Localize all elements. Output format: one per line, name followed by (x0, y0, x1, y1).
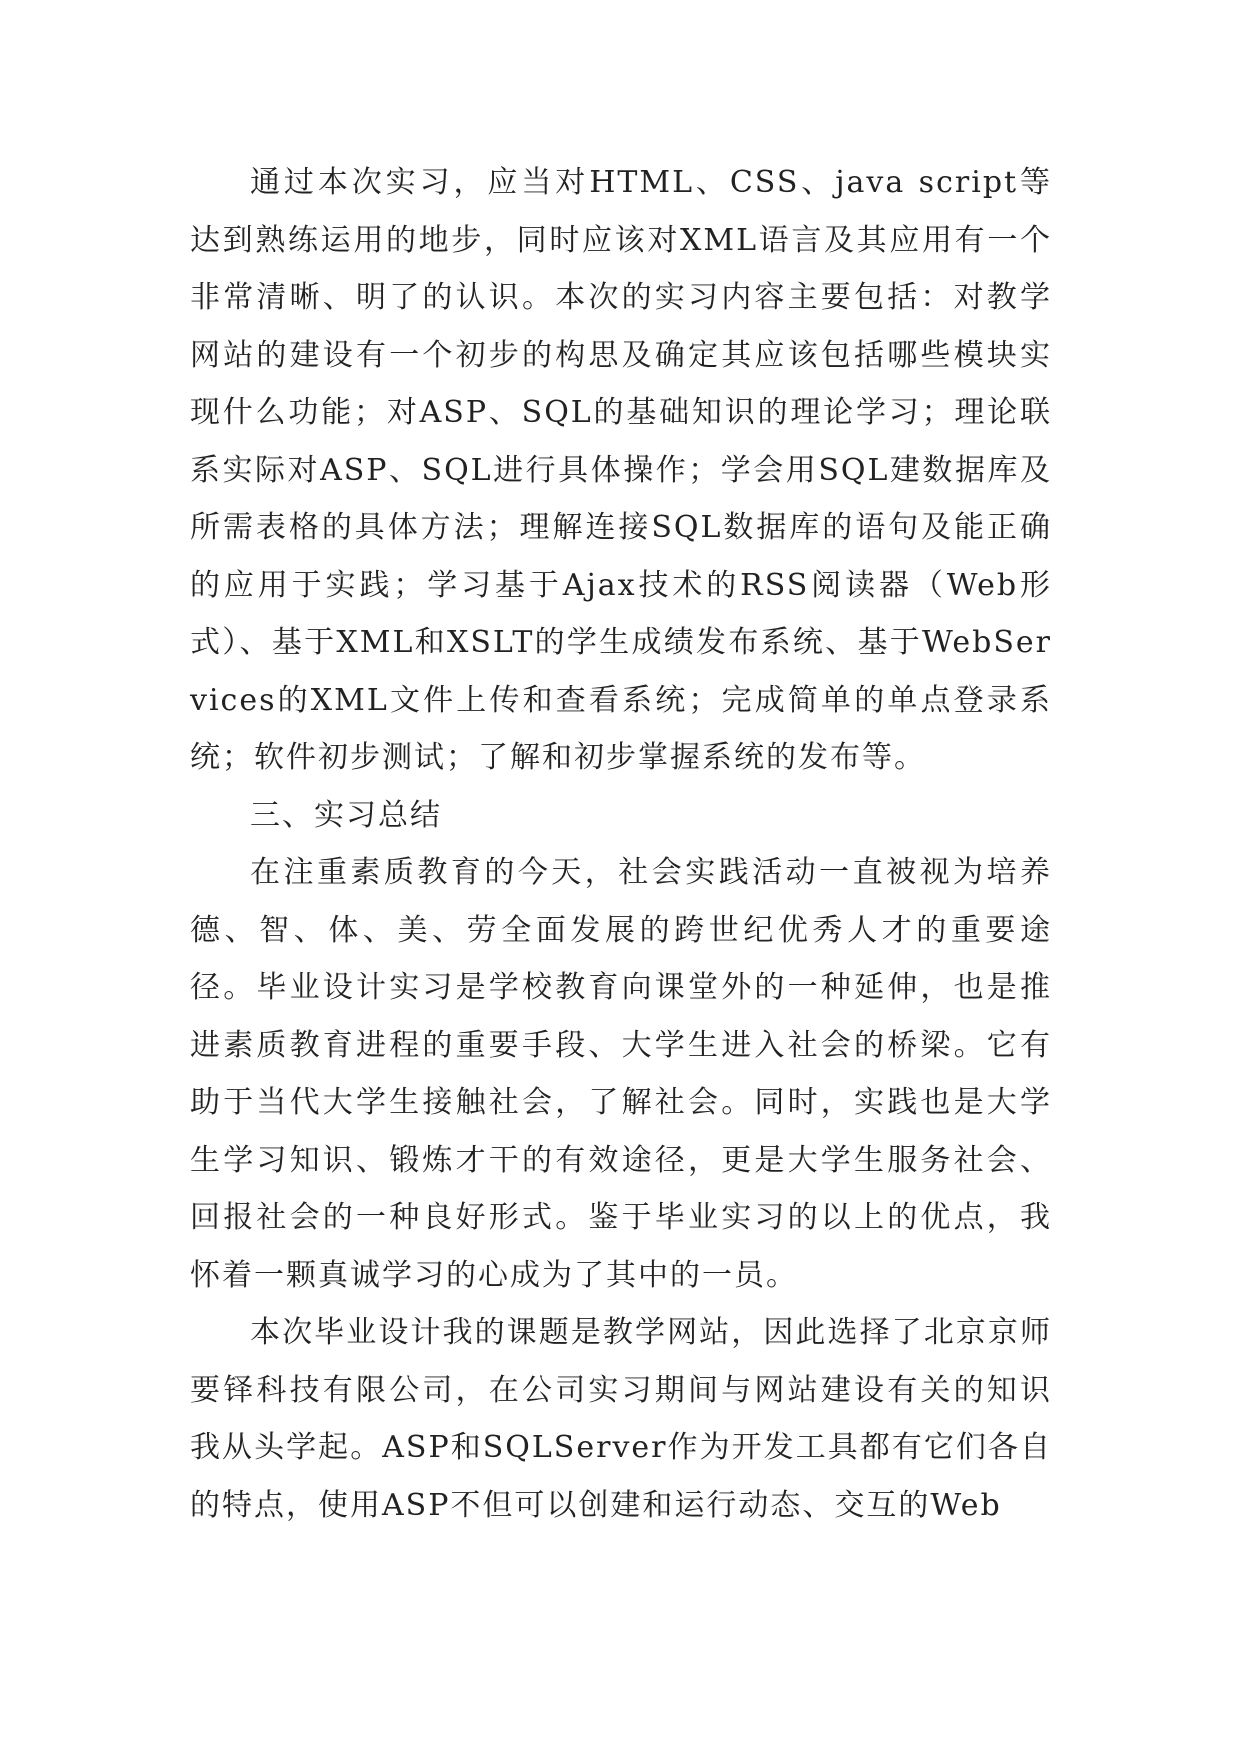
paragraph-graduation-project: 本次毕业设计我的课题是教学网站，因此选择了北京京师要铎科技有限公司，在公司实习期间与网站建设有关的知识我从头学起。ASP和SQLServer作为开发工具都有它们各自的特点，使用ASP不但可以创建和运行动态、交互的Web (190, 1315, 1052, 1523)
paragraph-social-practice: 在注重素质教育的今天，社会实践活动一直被视为培养德、智、体、美、劳全面发展的跨世纪优秀人才的重要途径。毕业设计实习是学校教育向课堂外的一种延伸，也是推进素质教育进程的重要手段、大学生进入社会的桥梁。它有助于当代大学生接触社会，了解社会。同时，实践也是大学生学习知识、锻炼才干的有效途径，更是大学生服务社会、回报社会的一种良好形式。鉴于毕业实习的以上的优点，我怀着一颗真诚学习的心成为了其中的一员。 (190, 855, 1052, 1293)
section-heading-internship-summary: 三、实习总结 (250, 797, 442, 833)
paragraph-internship-content: 通过本次实习，应当对HTML、CSS、java script等达到熟练运用的地步，同时应该对XML语言及其应用有一个非常清晰、明了的认识。本次的实习内容主要包括：对教学网站的建设有一个初步的构思及确定其应该包括哪些模块实现什么功能；对ASP、SQL的基础知识的理论学习；理论联系实际对ASP、SQL进行具体操作；学会用SQL建数据库及所需表格的具体方法；理解连接SQL数据库的语句及能正确的应用于实践；学习基于Ajax技术的RSS阅读器（Web形式）、基于XML和XSLT的学生成绩发布系统、基于WebServices的XML文件上传和查看系统；完成简单的单点登录系统；软件初步测试；了解和初步掌握系统的发布等。 (190, 165, 1052, 775)
document-body (190, 154, 1052, 1534)
